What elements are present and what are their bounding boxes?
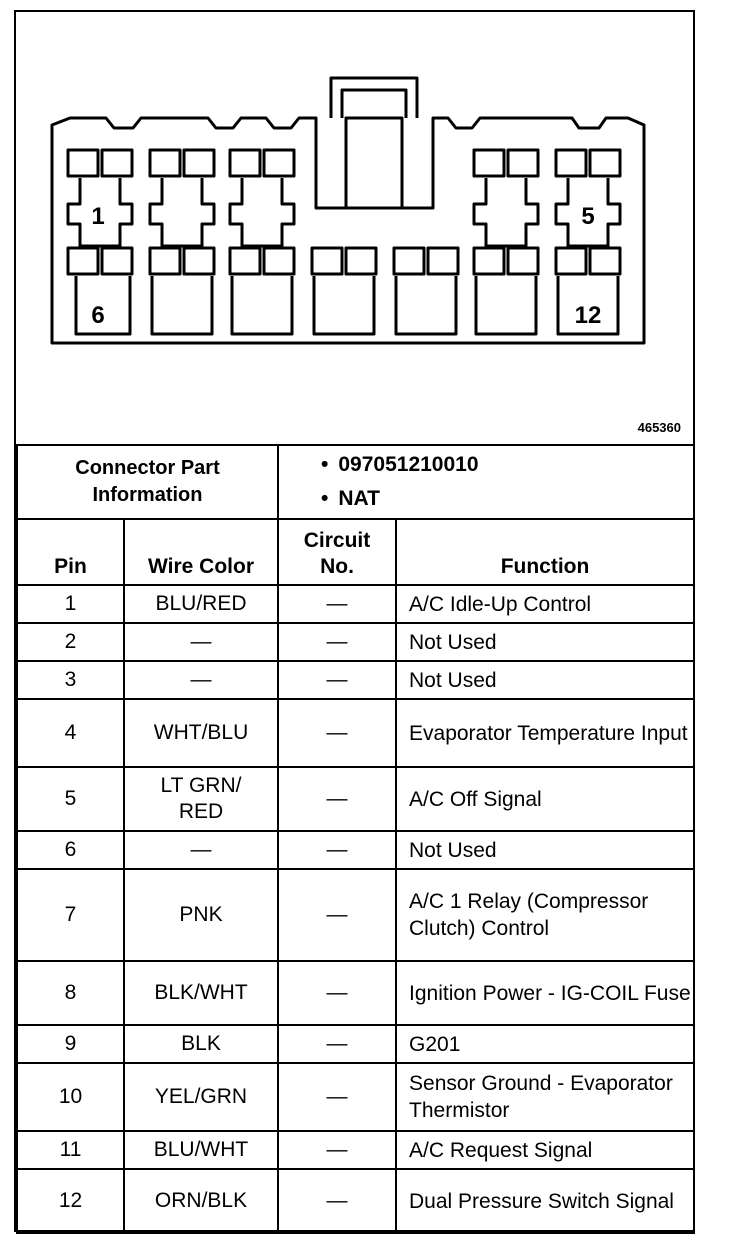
function-cell: Sensor Ground - Evaporator Thermistor: [396, 1063, 694, 1131]
connector-part-nat: • NAT: [321, 487, 380, 510]
circuit-cell: —: [278, 585, 396, 623]
pin-cell: 10: [17, 1063, 124, 1131]
figure-number: 465360: [637, 420, 681, 435]
wire-color-cell: —: [124, 831, 278, 869]
wire-color-cell: BLK/WHT: [124, 961, 278, 1025]
function-cell: Ignition Power - IG-COIL Fuse: [396, 961, 694, 1025]
function-cell: Not Used: [396, 831, 694, 869]
table-row: [17, 831, 694, 869]
table-row: [17, 699, 694, 767]
header-function: Function: [396, 519, 694, 585]
connector-diagram: [16, 12, 693, 444]
pin-cell: 3: [17, 661, 124, 699]
wire-color-cell: BLK: [124, 1025, 278, 1063]
circuit-cell: —: [278, 1131, 396, 1169]
circuit-cell: —: [278, 1063, 396, 1131]
circuit-cell: —: [278, 767, 396, 831]
table-row: [17, 767, 694, 831]
wire-color-cell: YEL/GRN: [124, 1063, 278, 1131]
pin-label-5: 5: [581, 203, 595, 230]
wire-color-cell: —: [124, 661, 278, 699]
table-row: [17, 1131, 694, 1169]
connector-info-row: [17, 445, 694, 519]
pin-cell: 1: [17, 585, 124, 623]
document-frame: [14, 10, 695, 1232]
function-cell: A/C Off Signal: [396, 767, 694, 831]
connector-latch: [331, 78, 417, 118]
header-wire-color: Wire Color: [124, 519, 278, 585]
function-cell: A/C Idle-Up Control: [396, 585, 694, 623]
bottom-row-terminals: [68, 248, 620, 334]
pin-cell: 8: [17, 961, 124, 1025]
wire-color-cell: —: [124, 623, 278, 661]
table-row: [17, 1169, 694, 1233]
table-row: [17, 1063, 694, 1131]
pin-label-12: 12: [574, 302, 602, 329]
function-cell: G201: [396, 1025, 694, 1063]
top-row-terminals: [68, 150, 620, 246]
circuit-cell: —: [278, 831, 396, 869]
wire-color-cell: LT GRN/ RED: [124, 767, 278, 831]
connector-info-values: [278, 445, 694, 519]
pin-cell: 11: [17, 1131, 124, 1169]
pin-cell: 5: [17, 767, 124, 831]
pin-cell: 7: [17, 869, 124, 961]
header-pin: Pin: [17, 519, 124, 585]
circuit-cell: —: [278, 661, 396, 699]
pinout-table: [16, 444, 695, 1234]
pin-label-6: 6: [91, 302, 105, 329]
pin-cell: 12: [17, 1169, 124, 1233]
connector-part-number: • 097051210010: [321, 453, 479, 476]
table-row: [17, 623, 694, 661]
function-cell: Not Used: [396, 623, 694, 661]
circuit-cell: —: [278, 961, 396, 1025]
function-cell: A/C Request Signal: [396, 1131, 694, 1169]
table-row: [17, 869, 694, 961]
wire-color-cell: BLU/RED: [124, 585, 278, 623]
header-circuit-no: Circuit No.: [278, 519, 396, 585]
function-cell: Not Used: [396, 661, 694, 699]
table-row: [17, 961, 694, 1025]
function-cell: A/C 1 Relay (Compressor Clutch) Control: [396, 869, 694, 961]
wire-color-cell: ORN/BLK: [124, 1169, 278, 1233]
function-cell: Dual Pressure Switch Signal: [396, 1169, 694, 1233]
pin-label-1: 1: [91, 203, 105, 230]
connector-info-label: Connector Part Information: [17, 445, 278, 519]
wire-color-cell: BLU/WHT: [124, 1131, 278, 1169]
circuit-cell: —: [278, 1169, 396, 1233]
table-header-row: [17, 519, 694, 585]
pin-cell: 2: [17, 623, 124, 661]
wire-color-cell: WHT/BLU: [124, 699, 278, 767]
pin-cell: 6: [17, 831, 124, 869]
table-row: [17, 1025, 694, 1063]
table-row: [17, 661, 694, 699]
table-row: [17, 585, 694, 623]
circuit-cell: —: [278, 623, 396, 661]
pin-cell: 4: [17, 699, 124, 767]
pin-cell: 9: [17, 1025, 124, 1063]
function-cell: Evaporator Temperature Input: [396, 699, 694, 767]
circuit-cell: —: [278, 869, 396, 961]
circuit-cell: —: [278, 699, 396, 767]
wire-color-cell: PNK: [124, 869, 278, 961]
circuit-cell: —: [278, 1025, 396, 1063]
